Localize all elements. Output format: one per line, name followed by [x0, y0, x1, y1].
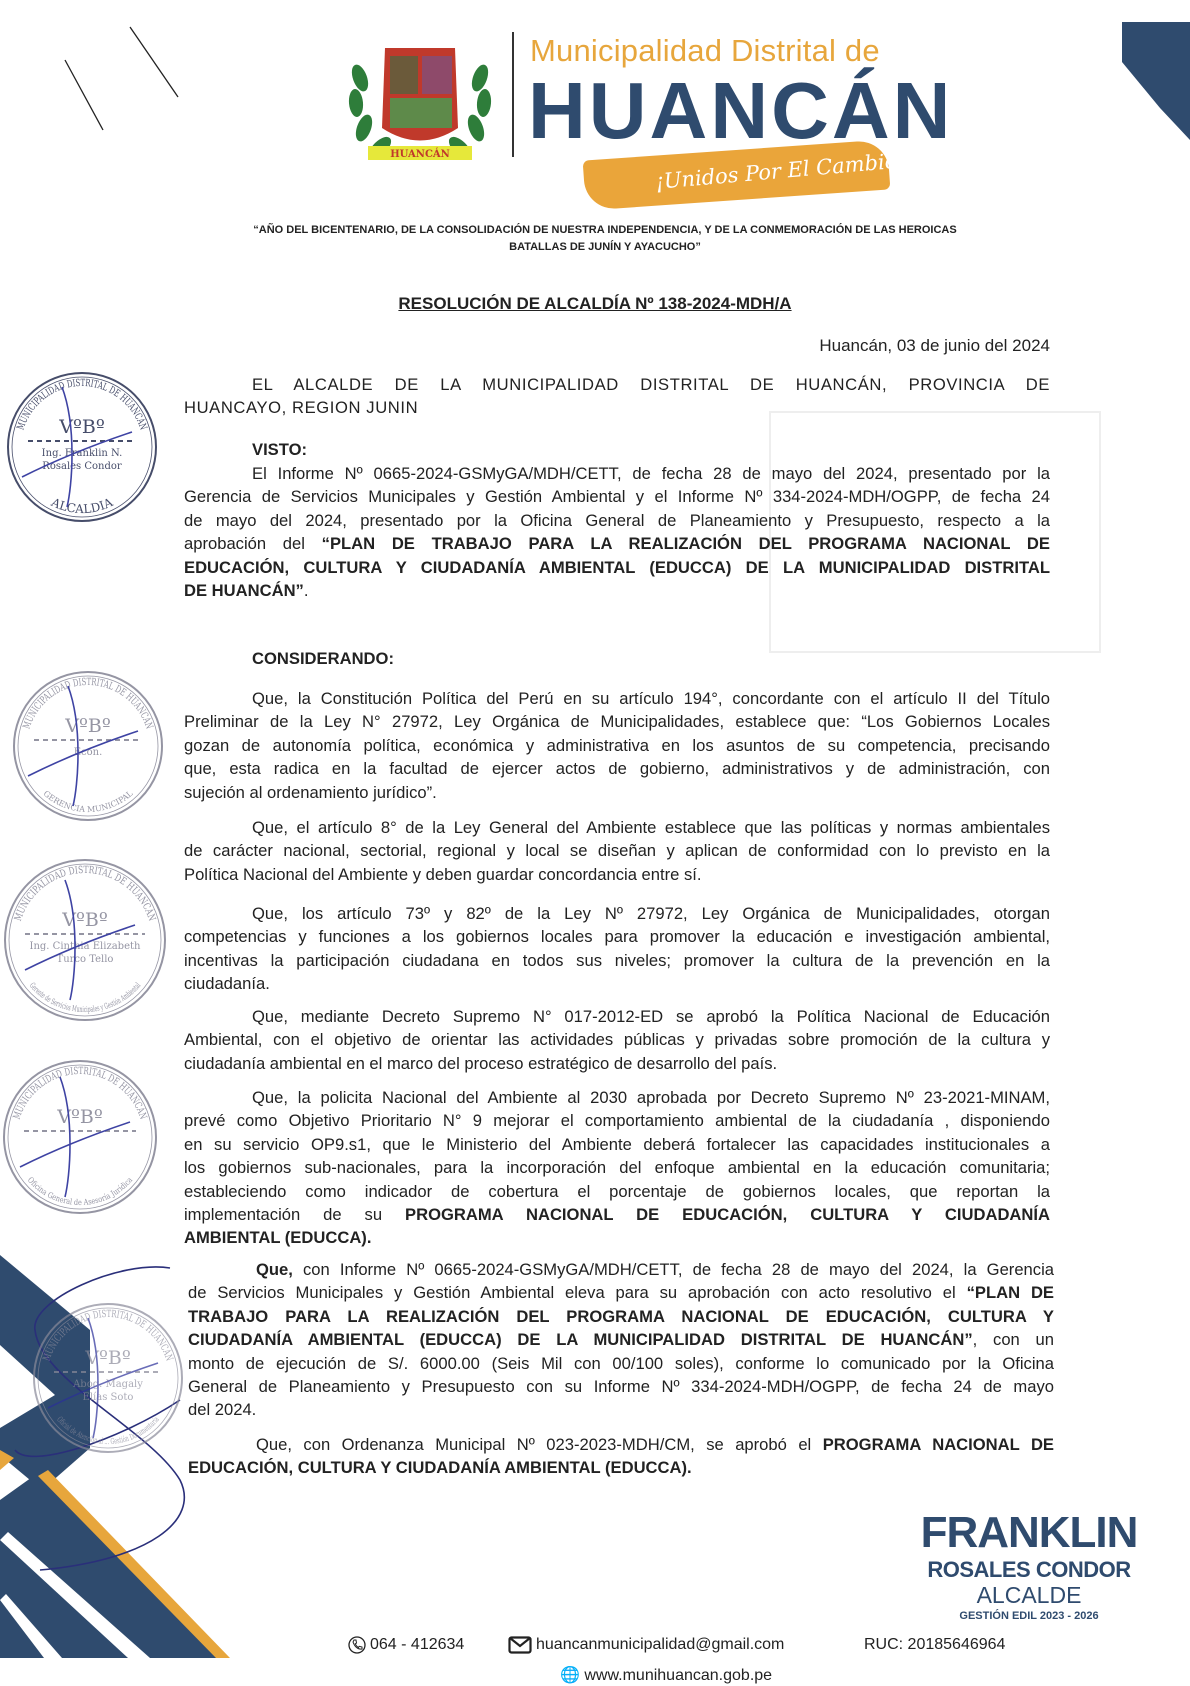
text-run: . — [303, 580, 309, 600]
approval-stamp — [30, 1300, 186, 1456]
text-line — [184, 1005, 1050, 1028]
text-run: , con un — [972, 1330, 1054, 1350]
considerando-paragraph-3 — [184, 902, 1050, 996]
text-line — [184, 509, 1050, 532]
text-run: EL ALCALDE DE LA MUNICIPALIDAD DISTRITAL DE HUANCÁN, PROVINCIA DE — [252, 375, 1050, 394]
text-run: ciudadanía. — [184, 974, 270, 994]
text-line — [184, 579, 1050, 602]
text-run: Que, mediante Decreto Supremo N° 017-2012-ED se aprobó la Política Nacional de Educación — [252, 1007, 1050, 1026]
bold-text: PROGRAMA NACIONAL DE EDUCACIÓN, CULTURA Y CIUDADANÍA — [405, 1204, 1050, 1224]
email-address[interactable]: huancanmunicipalidad@gmail.com — [536, 1636, 785, 1653]
visto-paragraph — [184, 462, 1050, 602]
text-run: Que, los artículo 73º y 82º de la Ley Nº 27972, Ley Orgánica de Municipalidades, otorgan — [252, 904, 1050, 923]
resolution-title: RESOLUCIÓN DE ALCALDÍA Nº 138-2024-MDH/A — [398, 294, 792, 313]
phone-number: 064 - 412634 — [370, 1636, 465, 1653]
stamp-vobo: VºBº — [62, 909, 108, 931]
footer-ruc — [864, 1635, 1005, 1655]
text-run: incentivas la participación ciudadana en todos sus niveles; promover la cultura de la prevención en la — [184, 950, 1050, 970]
mayor-first-name: FRANKLIN — [920, 1508, 1138, 1557]
stamp-arc-text: MUNICIPALIDAD DISTRITAL DE HUANCÁN — [21, 676, 156, 734]
text-run: de Servicios Municipales y Gestión Ambiental eleva para su aprobación con acto resolutivo el — [188, 1283, 967, 1303]
text-line — [184, 396, 1050, 419]
text-line — [184, 1086, 1050, 1109]
resolution-date: Huancán, 03 de junio del 2024 — [819, 336, 1050, 355]
text-line — [184, 863, 1050, 886]
text-run: del 2024. — [188, 1400, 257, 1420]
preamble — [184, 373, 1050, 420]
administration-term: GESTIÓN EDIL 2023 - 2026 — [959, 1610, 1099, 1622]
stamp-name-1: Abog. Magaly — [73, 1379, 143, 1390]
text-line — [188, 1352, 1054, 1375]
text-run: de carácter nacional, sectorial, regional y local se diseñan y aplican de conformidad con lo previsto en la — [184, 841, 1050, 861]
org-line: Municipalidad Distrital de — [530, 33, 880, 68]
text-line — [184, 949, 1050, 972]
footer-email — [508, 1635, 784, 1655]
text-run: los gobiernos sub-nacionales, para la incorporación del enfoque ambiental en la educación comunitaria; — [184, 1158, 1050, 1178]
text-line — [188, 1328, 1054, 1351]
text-line — [184, 556, 1050, 579]
text-line — [184, 925, 1050, 948]
considerando-heading: CONSIDERANDO: — [252, 649, 394, 668]
text-line — [184, 373, 1050, 396]
stamp-arc-text: MUNICIPALIDAD DISTRITAL DE HUANCÁN — [11, 1065, 150, 1124]
text-line — [188, 1433, 1054, 1456]
bold-text: PROGRAMA NACIONAL DE — [822, 1435, 1054, 1454]
stamp-vobo: VºBº — [59, 416, 105, 438]
website-url[interactable]: www.munihuancan.gob.pe — [584, 1667, 773, 1684]
bold-text: TRABAJO PARA LA REALIZACIÓN DEL PROGRAMA NACIONAL DE EDUCACIÓN, CULTURA Y — [188, 1306, 1054, 1326]
text-run: estableciendo como indicador de cobertura el porcentaje de gobiernos locales, que reportan la — [184, 1181, 1050, 1201]
text-line — [184, 1226, 1050, 1249]
mail-icon — [508, 1636, 532, 1654]
approval-stamp — [1, 856, 169, 1024]
globe-icon: 🌐 — [560, 1667, 580, 1684]
stamp-vobo: VºBº — [57, 1106, 103, 1128]
considerando-paragraph-4 — [184, 1005, 1050, 1075]
stamp-name-1: Ing. Cinthia Elizabeth — [29, 941, 141, 952]
stamp-bottom-text: Oficial de Atención al ... Gestión Documentaria — [55, 1413, 163, 1447]
text-run: sujeción al ordenamiento jurídico”. — [184, 782, 437, 802]
text-line — [184, 1133, 1050, 1156]
considerando-paragraph-7 — [188, 1433, 1054, 1480]
text-run: de mayo del 2024, presentado por la Oficina General de Planeamiento y Presupuesto, respecto a la — [184, 510, 1050, 530]
stamp-name-1: Ing. Franklin N. — [41, 448, 123, 459]
text-line — [184, 839, 1050, 862]
footer-phone — [348, 1635, 464, 1655]
stamp-vobo: VºBº — [65, 715, 111, 737]
mayor-role: ALCALDE — [976, 1582, 1082, 1608]
visto-heading: VISTO: — [252, 440, 308, 459]
text-run: El Informe Nº 0665-2024-GSMyGA/MDH/CETT, de fecha 28 de mayo del 2024, presentado por la — [252, 464, 1050, 483]
stamp-name-2: Rosales Condor — [42, 461, 122, 472]
text-run: competencias y funciones a los gobiernos locales para promover la educación e investigación ambiental, — [184, 927, 1050, 947]
text-line — [188, 1456, 1054, 1479]
bold-text: EDUCACIÓN, CULTURA Y CIUDADANÍA AMBIENTAL (EDUCCA). — [188, 1458, 692, 1478]
text-line — [188, 1258, 1054, 1281]
considerando-paragraph-2 — [184, 816, 1050, 886]
text-line — [188, 1305, 1054, 1328]
text-run: Que, la Constitución Política del Perú en su artículo 194°, concordante con el artículo II del Título — [252, 689, 1050, 708]
text-run: ciudadanía ambiental en el marco del proceso estratégico de desarrollo del país. — [184, 1053, 778, 1073]
text-run: que, esta radica en la facultad de ejercer actos de gobierno, administrativos y de administración, con — [184, 759, 1050, 779]
text-run: Preliminar de la Ley N° 27972, Ley Orgánica de Municipalidades, establece que: “Los Gobiernos Locales — [184, 712, 1050, 732]
slogan: ¡Unidos Por El Cambio! — [654, 148, 907, 194]
ruc-number: RUC: 20185646964 — [864, 1636, 1006, 1653]
considerando-paragraph-5 — [184, 1086, 1050, 1250]
text-run: con Informe Nº 0665-2024-GSMyGA/MDH/CETT, de fecha 28 de mayo del 2024, la Gerencia — [292, 1260, 1054, 1279]
stamp-bottom-text: ALCALDIA — [49, 495, 115, 517]
text-line — [184, 1028, 1050, 1051]
stamp-arc-text: MUNICIPALIDAD DISTRITAL DE HUANCÁN — [41, 1308, 176, 1366]
text-line — [188, 1398, 1054, 1421]
footer-website — [560, 1666, 772, 1686]
bold-text: EDUCACIÓN, CULTURA Y CIUDADANÍA AMBIENTAL (EDUCCA) DE LA MUNICIPALIDAD DISTRITAL — [184, 557, 1050, 577]
motto-line-1: “AÑO DEL BICENTENARIO, DE LA CONSOLIDACIÓN DE NUESTRA INDEPENDENCIA, Y DE LA CONMEMORACIÓN DE LAS HEROICAS — [253, 224, 957, 236]
bold-text: Que, — [256, 1260, 293, 1279]
text-line — [184, 1109, 1050, 1132]
pen-marks — [65, 27, 178, 130]
text-line — [184, 972, 1050, 995]
phone-icon — [348, 1636, 366, 1654]
municipal-crest-logo — [340, 18, 500, 178]
bold-text: “PLAN DE TRABAJO PARA LA REALIZACIÓN DEL PROGRAMA NACIONAL DE — [321, 534, 1050, 554]
text-line — [184, 462, 1050, 485]
text-run: monto de ejecución de S/. 6000.00 (Seis Mil con 00/100 soles), conforme lo comunicado por la Oficina — [188, 1353, 1054, 1373]
text-run: en su servicio OP9.s1, que le Ministerio del Ambiente deberá fortalecer las capacidades institucionales a — [184, 1134, 1050, 1154]
bold-text: AMBIENTAL (EDUCCA). — [184, 1228, 372, 1248]
text-run: implementación de su — [184, 1204, 406, 1224]
text-run: Que, con Ordenanza Municipal Nº 023-2023-MDH/CM, se aprobó el — [256, 1435, 823, 1454]
stamp-bottom-text: GERENCIA MUNICIPAL — [41, 788, 135, 815]
text-line — [184, 1180, 1050, 1203]
motto-line-2: BATALLAS DE JUNÍN Y AYACUCHO” — [509, 241, 701, 253]
text-line — [184, 687, 1050, 710]
text-run: Gerencia de Servicios Municipales y Gestión Ambiental y el Informe Nº 334-2024-MDH/OGPP, de fecha 24 — [184, 487, 1050, 507]
text-line — [184, 816, 1050, 839]
header-divider — [512, 32, 514, 157]
text-line — [184, 532, 1050, 555]
text-run: General de Planeamiento y Presupuesto con su Informe Nº 334-2024-MDH/OGPP, de fecha 24 de mayo — [188, 1376, 1054, 1396]
stamp-bottom-text: Oficina General de Asesoría Jurídica — [25, 1174, 135, 1208]
text-line — [188, 1281, 1054, 1304]
approval-stamp — [0, 1057, 160, 1217]
text-line — [184, 781, 1050, 804]
text-line — [184, 1156, 1050, 1179]
stamp-arc-text: MUNICIPALIDAD DISTRITAL DE HUANCÁN — [15, 377, 150, 435]
bold-text: DE HUANCÁN” — [184, 580, 304, 600]
text-line — [184, 710, 1050, 733]
bold-text: CIUDADANÍA AMBIENTAL (EDUCCA) DE LA MUNICIPALIDAD DISTRITAL DE HUANCÁN” — [188, 1330, 973, 1350]
text-line — [184, 1052, 1050, 1075]
stamp-bottom-text: Gerente de Servicios Municipales y Gestión Ambiental — [27, 980, 144, 1015]
text-run: gozan de autonomía política, económica y administrativa en los asuntos de su competencia, precisando — [184, 735, 1050, 755]
text-line — [188, 1375, 1054, 1398]
text-line — [184, 902, 1050, 925]
signature-stroke — [25, 880, 135, 1000]
text-line — [184, 1203, 1050, 1226]
bold-text: “PLAN DE — [966, 1283, 1054, 1303]
text-line — [184, 734, 1050, 757]
text-run: aprobación del — [184, 534, 322, 554]
stamp-name-2: Elías Soto — [82, 1392, 134, 1403]
considerando-paragraph-6 — [188, 1258, 1054, 1422]
text-line — [184, 485, 1050, 508]
stamp-vobo: VºBº — [85, 1347, 131, 1369]
stamp-name-1: Econ. — [73, 747, 103, 758]
text-run: Ambiental, con el objetivo de orientar las actividades públicas y privadas sobre promoción de la cultura y — [184, 1030, 1050, 1050]
text-run: Que, el artículo 8° de la Ley General del Ambiente establece que las políticas y normas ambientales — [252, 818, 1050, 837]
org-name: HUANCÁN — [528, 66, 954, 155]
text-run: prevé como Objetivo Prioritario N° 9 mejorar el comportamiento ambiental de la ciudadanía , disponiendo — [184, 1111, 1050, 1131]
mayor-last-name: ROSALES CONDOR — [927, 1557, 1131, 1582]
stamp-arc-text: MUNICIPALIDAD DISTRITAL DE HUANCÁN — [12, 864, 158, 925]
text-run: Política Nacional del Ambiente y deben guardar concordancia entre sí. — [184, 864, 702, 884]
crest-ribbon-text: HUANCÁN — [390, 149, 450, 160]
corner-triangle-top-right — [1122, 22, 1190, 140]
text-run: HUANCAYO, REGION JUNIN — [184, 398, 419, 418]
approval-stamp — [10, 668, 166, 824]
stamp-name-2: Turco Tello — [56, 954, 114, 965]
considerando-paragraph-1 — [184, 687, 1050, 804]
approval-stamp — [4, 369, 160, 525]
text-line — [184, 757, 1050, 780]
text-run: Que, la policita Nacional del Ambiente al 2030 aprobada por Decreto Supremo Nº 23-2021-MINAM, — [252, 1088, 1050, 1107]
